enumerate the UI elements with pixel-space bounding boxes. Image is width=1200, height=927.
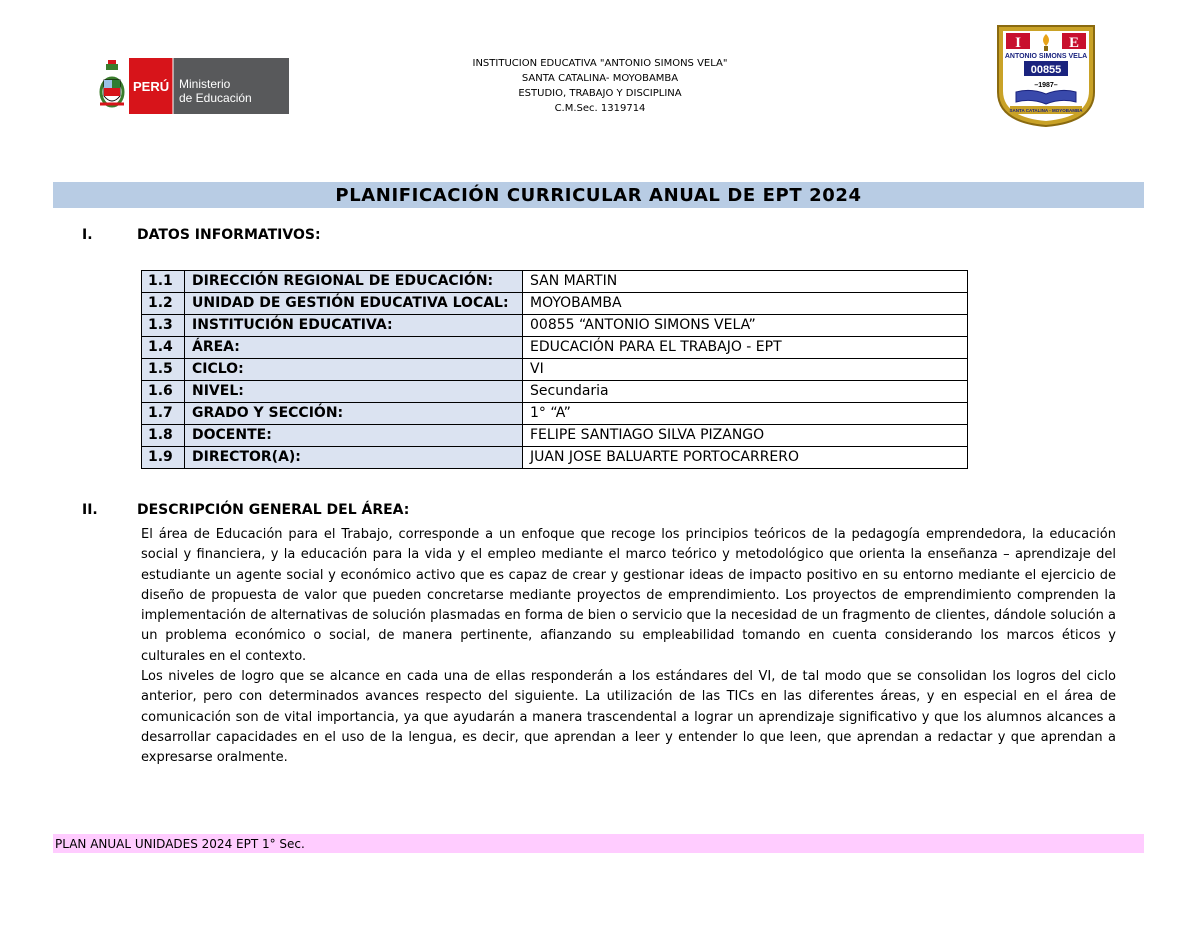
- row-value: VI: [523, 359, 968, 381]
- row-label: DIRECCIÓN REGIONAL DE EDUCACIÓN:: [185, 271, 523, 293]
- row-number: 1.4: [142, 337, 185, 359]
- row-label: DIRECTOR(A):: [185, 447, 523, 469]
- row-value: SAN MARTIN: [523, 271, 968, 293]
- footer-label: PLAN ANUAL UNIDADES 2024 EPT 1° Sec.: [53, 834, 1144, 853]
- school-logo: [994, 22, 1098, 128]
- table-row: [142, 381, 968, 403]
- row-number: 1.7: [142, 403, 185, 425]
- crest-code: 00855: [1030, 64, 1062, 76]
- table-row: [142, 447, 968, 469]
- institution-name: INSTITUCION EDUCATIVA "ANTONIO SIMONS VELA": [472, 58, 728, 69]
- peru-brand-text: PERÚ: [133, 79, 170, 94]
- crest-place: SANTA CATALINA - MOYOBAMBA: [1009, 108, 1083, 113]
- row-value: JUAN JOSE BALUARTE PORTOCARRERO: [523, 447, 968, 469]
- page-title: PLANIFICACIÓN CURRICULAR ANUAL DE EPT 2024: [53, 182, 1144, 208]
- crest-school-name: ANTONIO SIMONS VELA: [1004, 53, 1088, 60]
- section-datos-informativos: [82, 227, 482, 245]
- table-row: [142, 271, 968, 293]
- description-paragraph: El área de Educación para el Trabajo, corresponde a un enfoque que recoge los principios teóricos de la pedagogía emprendedora, la educación social y financiera, y la educación para la vida y el empleo mediante el marco teórico y metodológico que orienta la enseñanza – aprendizaje del estudiante un agente social y económico activo que es capaz de crear y gestionar ideas de impacto positivo en su entorno mediante el ejercicio de diseño de propuesta de valor que pueden concretarse mediante proyectos de emprendimiento. Los proyectos de emprendimiento comprenden la implementación de alternativas de solución plasmadas en forma de bien o servicio que la necesidad de un fragmento de clientes, dándole solución a un problema económico o social, de manera pertinente, afianzando su empleabilidad tomando en cuenta considerando los marcos éticos y culturales en el contexto.: [141, 527, 1116, 664]
- area-description: [141, 525, 1116, 769]
- row-value: MOYOBAMBA: [523, 293, 968, 315]
- crest-letter-right: E: [1068, 35, 1080, 51]
- row-number: 1.5: [142, 359, 185, 381]
- row-value: 00855 “ANTONIO SIMONS VELA”: [523, 315, 968, 337]
- row-number: 1.9: [142, 447, 185, 469]
- row-number: 1.8: [142, 425, 185, 447]
- description-paragraph: Los niveles de logro que se alcance en cada una de ellas responderán a los estándares del VI, de tal modo que se consolidan los logros del ciclo anterior, pero con determinados avances respecto del siguiente. La utilización de las TICs en las diferentes áreas, y en especial en el área de comunicación son de vital importancia, ya que ayudarán a manera trascendental a lograr un aprendizaje significativo y que los alumnos alcances a desarrollar capacidades en el uso de la lengua, es decir, que aprendan a leer y entender lo que leen, que aprendan a redactar y que aprendan a expresarse oralmente.: [141, 669, 1116, 766]
- ministry-logo: [97, 56, 289, 116]
- row-label: UNIDAD DE GESTIÓN EDUCATIVA LOCAL:: [185, 293, 523, 315]
- row-label: CICLO:: [185, 359, 523, 381]
- section-number: I.: [82, 227, 93, 243]
- row-label: NIVEL:: [185, 381, 523, 403]
- info-table: [141, 270, 968, 469]
- institution-code: C.M.Sec. 1319714: [554, 103, 646, 114]
- row-number: 1.1: [142, 271, 185, 293]
- crest-letter-left: I: [1015, 35, 1021, 51]
- row-value: FELIPE SANTIAGO SILVA PIZANGO: [523, 425, 968, 447]
- row-number: 1.2: [142, 293, 185, 315]
- ministry-name-line2: de Educación: [179, 91, 252, 105]
- row-label: DOCENTE:: [185, 425, 523, 447]
- table-row: [142, 359, 968, 381]
- row-number: 1.6: [142, 381, 185, 403]
- row-number: 1.3: [142, 315, 185, 337]
- section-label: DATOS INFORMATIVOS:: [137, 227, 321, 243]
- row-value: EDUCACIÓN PARA EL TRABAJO - EPT: [523, 337, 968, 359]
- row-label: GRADO Y SECCIÓN:: [185, 403, 523, 425]
- section-number: II.: [82, 502, 98, 518]
- institution-motto: ESTUDIO, TRABAJO Y DISCIPLINA: [518, 88, 682, 99]
- crest-year: –1987–: [1034, 82, 1058, 89]
- table-row: [142, 403, 968, 425]
- table-row: [142, 337, 968, 359]
- school-crest-graphic: [994, 22, 1098, 128]
- section-label: DESCRIPCIÓN GENERAL DEL ÁREA:: [137, 502, 410, 518]
- ministry-logo-graphic: [97, 56, 289, 116]
- ministry-name-line1: Ministerio: [179, 77, 231, 91]
- section-descripcion-general: [82, 502, 482, 520]
- table-row: [142, 315, 968, 337]
- peru-coat-of-arms-icon: [100, 60, 124, 106]
- table-row: [142, 293, 968, 315]
- institution-header: [400, 56, 800, 116]
- row-label: ÁREA:: [185, 337, 523, 359]
- row-label: INSTITUCIÓN EDUCATIVA:: [185, 315, 523, 337]
- row-value: Secundaria: [523, 381, 968, 403]
- institution-location: SANTA CATALINA- MOYOBAMBA: [521, 73, 679, 84]
- table-row: [142, 425, 968, 447]
- row-value: 1° “A”: [523, 403, 968, 425]
